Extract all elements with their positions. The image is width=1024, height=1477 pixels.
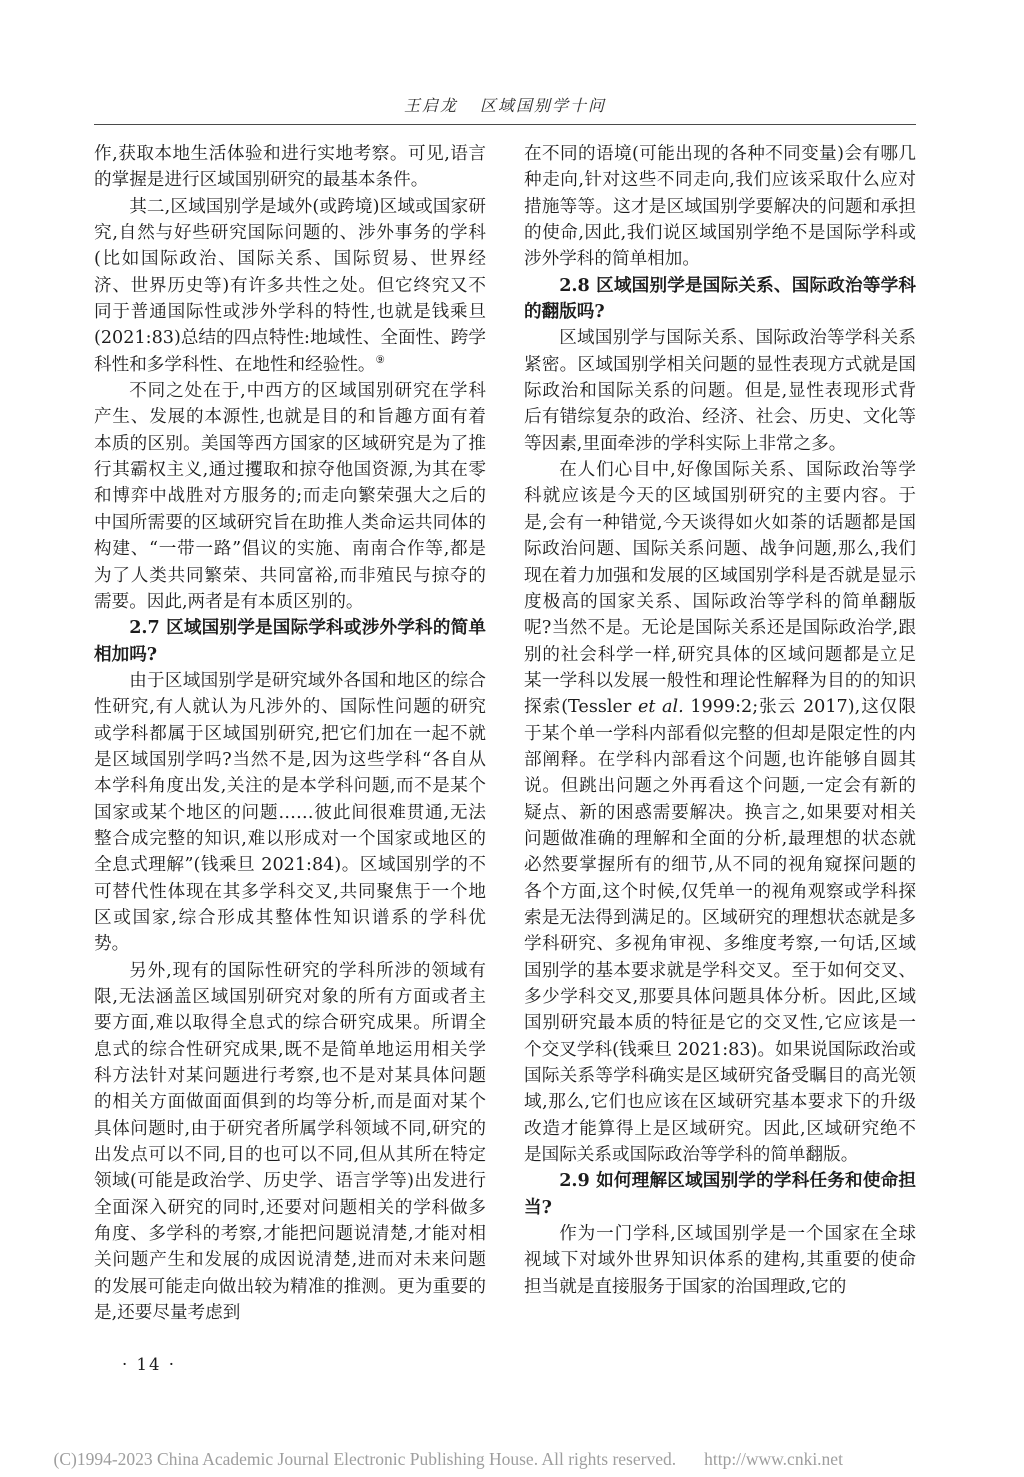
paragraph: 作,获取本地生活体验和进行实地考察。可见,语言的掌握是进行区域国别研究的最基本条件。 [94, 144, 486, 191]
paragraph: 作为一门学科,区域国别学是一个国家在全球视域下对域外世界知识体系的建构,其重要的使命担当就是直接服务于国家的治国理政,它的 [524, 1224, 916, 1297]
copyright-notice [36, 1428, 996, 1477]
section-heading: 2.8 区域国别学是国际关系、国际政治等学科的翻版吗? [524, 274, 916, 323]
footnote-marker: ⑨ [375, 353, 385, 366]
running-head [94, 93, 916, 116]
left-column [94, 141, 486, 1326]
cnki-url: http://www.cnki.net [704, 1449, 843, 1469]
header-rule [94, 124, 916, 125]
running-head-author: 王启龙 [403, 96, 458, 115]
section-heading: 2.7 区域国别学是国际学科或涉外学科的简单相加吗? [94, 617, 486, 665]
paragraph: 由于区域国别学是研究域外各国和地区的综合性研究,有人就认为凡涉外的、国际性问题的研究或学科都属于区域国别研究,把它们加在一起不就是区域国别学吗?当然不是,因为这些学科“各自从本学科角度出发,关注的是本学科问题,而不是某个国家或某个地区的问题……彼此间很难贯通,无法整合成完整的知识,难以形成对一个国家或地区的全息式理解”(钱乘旦 2021:84)。区域国别学的不可替代性体现在其多学科交叉,共同聚焦于一个地区或国家,综合形成其整体性知识谱系的学科优势。 [94, 670, 486, 955]
copyright-text: (C)1994-2023 China Academic Journal Electronic Publishing House. All rights reserved. [53, 1449, 677, 1469]
paragraph: 在人们心目中,好像国际关系、国际政治等学科就应该是今天的区域国别研究的主要内容。于是,会有一种错觉,今天谈得如火如荼的话题都是国际政治问题、国际关系问题、战争问题,那么,我们现在着力加强和发展的区域国别学科是否就是显示度极高的国家关系、国际政治等学科的简单翻版呢?当然不是。无论是国际关系还是国际政治学,跟别的社会科学一样,研究具体的区域问题都是立足某一学科以发展一般性和理论性解释为目的的知识探索(Tessler et al. 1999:2;张云 2017),这仅限于某个单一学科内部看似完整的但却是限定性的内部阐释。在学科内部看这个问题,也许能够自圆其说。但跳出问题之外再看这个问题,一定会有新的疑点、新的困惑需要解决。换言之,如果要对相关问题做准确的理解和全面的分析,最理想的状态就必然要掌握所有的细节,从不同的视角窥探问题的各个方面,这个时候,仅凭单一的视角观察或学科探索是无法得到满足的。区域研究的理想状态就是多学科研究、多视角审视、多维度考察,一句话,区域国别学的基本要求就是学科交叉。至于如何交叉、多少学科交叉,那要具体问题具体分析。因此,区域国别研究最本质的特征是它的交叉性,它应该是一个交叉学科(钱乘旦 2021:83)。如果说国际政治或国际关系等学科确实是区域研究备受瞩目的高光领域,那么,它们也应该在区域研究基本要求下的升级改造才能算得上是区域研究。因此,区域研究绝不是国际关系或国际政治等学科的简单翻版。 [524, 460, 916, 1166]
page-number: · 14 · [122, 1355, 176, 1374]
paragraph: 在不同的语境(可能出现的各种不同变量)会有哪几种走向,针对这些不同走向,我们应该采取什么应对措施等等。这才是区域国别学要解决的问题和承担的使命,因此,我们说区域国别学绝不是国际学科或涉外学科的简单相加。 [524, 144, 916, 270]
right-column [524, 141, 916, 1326]
running-head-title: 区域国别学十问 [480, 96, 607, 115]
paragraph: 其二,区域国别学是域外(或跨境)区域或国家研究,自然与好些研究国际问题的、涉外事务的学科(比如国际政治、国际关系、国际贸易、世界经济、世界历史等)有许多共性之处。但它终究又不同于普通国际性或涉外学科的特性,也就是钱乘旦(2021:83)总结的四点特性:地域性、全面性、跨学科性和多学科性、在地性和经验性。⑨ [94, 196, 486, 375]
section-heading: 2.9 如何理解区域国别学的学科任务和使命担当? [524, 1170, 916, 1218]
article-body [94, 141, 916, 1326]
paragraph: 区域国别学与国际关系、国际政治等学科关系紧密。区域国别学相关问题的显性表现方式就是国际政治和国际关系的问题。但是,显性表现形式背后有错综复杂的政治、经济、社会、历史、文化等等因素,里面牵涉的学科实际上非常之多。 [524, 328, 916, 454]
paragraph: 不同之处在于,中西方的区域国别研究在学科产生、发展的本源性,也就是目的和旨趣方面有着本质的区别。美国等西方国家的区域研究是为了推行其霸权主义,通过攫取和掠夺他国资源,为其在零和博弈中战胜对方服务的;而走向繁荣强大之后的中国所需要的区域研究旨在助推人类命运共同体的构建、“一带一路”倡议的实施、南南合作等,都是为了人类共同繁荣、共同富裕,而非殖民与掠夺的需要。因此,两者是有本质区别的。 [94, 381, 486, 612]
paragraph: 另外,现有的国际性研究的学科所涉的领域有限,无法涵盖区域国别研究对象的所有方面或者主要方面,难以取得全息式的综合研究成果。所谓全息式的综合性研究成果,既不是简单地运用相关学科方法针对某问题进行考察,也不是对某具体问题的相关方面做面面俱到的均等分析,而是面对某个具体问题时,由于研究者所属学科领域不同,研究的出发点可以不同,目的也可以不同,但从其所在特定领域(可能是政治学、历史学、语言学等)出发进行全面深入研究的同时,还要对问题相关的学科做多角度、多学科的考察,才能把问题说清楚,才能对相关问题产生和发展的成因说清楚,进而对未来问题的发展可能走向做出较为精准的推测。更为重要的是,还要尽量考虑到 [94, 960, 486, 1324]
